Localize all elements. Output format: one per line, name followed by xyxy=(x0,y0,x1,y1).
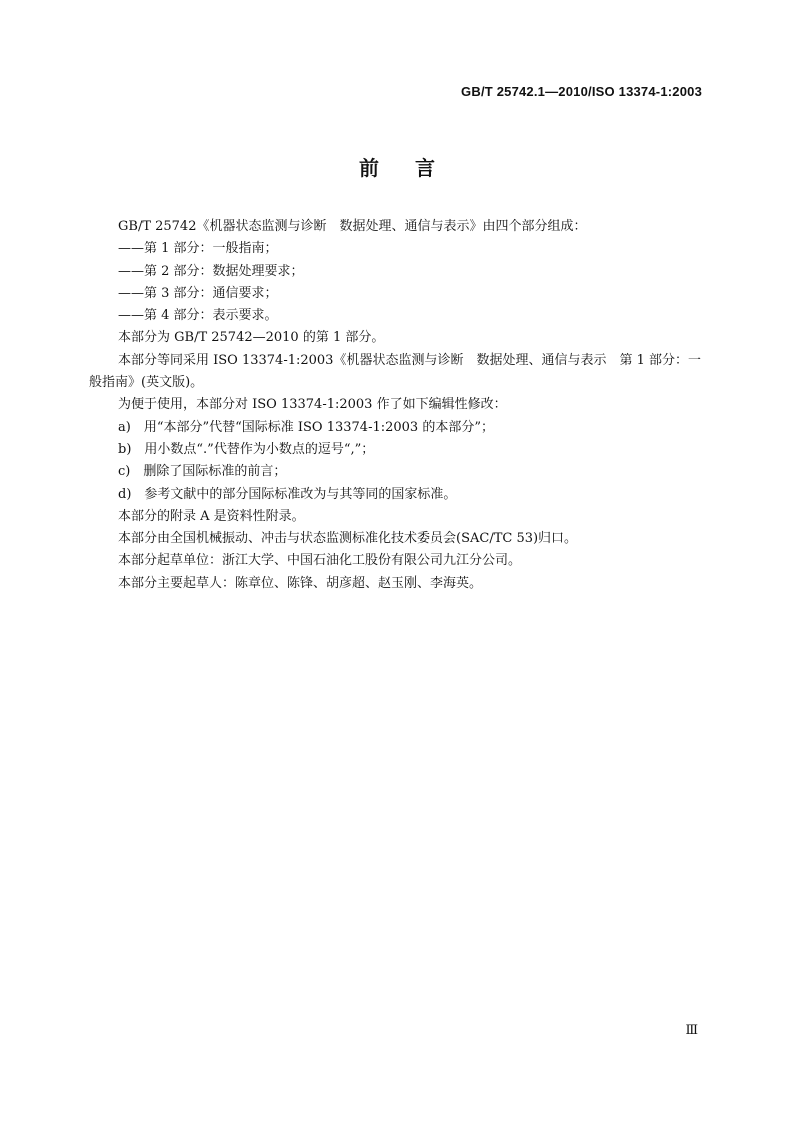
paragraph-edits-intro: 为便于使用，本部分对 ISO 13374-1:2003 作了如下编辑性修改： xyxy=(118,397,507,413)
list-item-part3: ——第 3 部分：通信要求； xyxy=(118,285,278,301)
paragraph-intro: GB/T 25742《机器状态监测与诊断 数据处理、通信与表示》由四个部分组成： xyxy=(118,219,587,234)
paragraph-adoption: 本部分等同采用 ISO 13374-1:2003《机器状态监测与诊断 数据处理、通信与表示 第 1 部分：一 xyxy=(118,352,701,368)
paragraph-annex: 本部分的附录 A 是资料性附录。 xyxy=(118,508,305,524)
standard-number-header: GB/T 25742.1—2010/ISO 13374-1:2003 xyxy=(461,84,702,99)
list-item-edit-c: c) 删除了国际标准的前言； xyxy=(118,464,287,480)
preface-body xyxy=(89,216,708,595)
paragraph-drafters: 本部分主要起草人：陈章位、陈锋、胡彦超、赵玉刚、李海英。 xyxy=(118,575,483,591)
list-item-edit-d: d) 参考文献中的部分国际标准改为与其等同的国家标准。 xyxy=(118,486,457,502)
list-item-part2: ——第 2 部分：数据处理要求； xyxy=(118,263,304,279)
paragraph-part-statement: 本部分为 GB/T 25742—2010 的第 1 部分。 xyxy=(118,330,385,346)
list-item-edit-b: b) 用小数点“.”代替作为小数点的逗号“,”； xyxy=(118,441,375,457)
list-item-edit-a: a) 用“本部分”代替“国际标准 ISO 13374-1:2003 的本部分”； xyxy=(118,419,494,435)
paragraph-adoption-cont: 般指南》(英文版)。 xyxy=(89,375,204,391)
page-number: Ⅲ xyxy=(685,1022,697,1037)
paragraph-drafting-units: 本部分起草单位：浙江大学、中国石油化工股份有限公司九江分公司。 xyxy=(118,553,522,569)
list-item-part4: ——第 4 部分：表示要求。 xyxy=(118,308,278,324)
paragraph-committee: 本部分由全国机械振动、冲击与状态监测标准化技术委员会(SAC/TC 53)归口。 xyxy=(118,531,578,547)
page-title: 前言 xyxy=(359,156,471,180)
list-item-part1: ——第 1 部分：一般指南； xyxy=(118,241,278,257)
